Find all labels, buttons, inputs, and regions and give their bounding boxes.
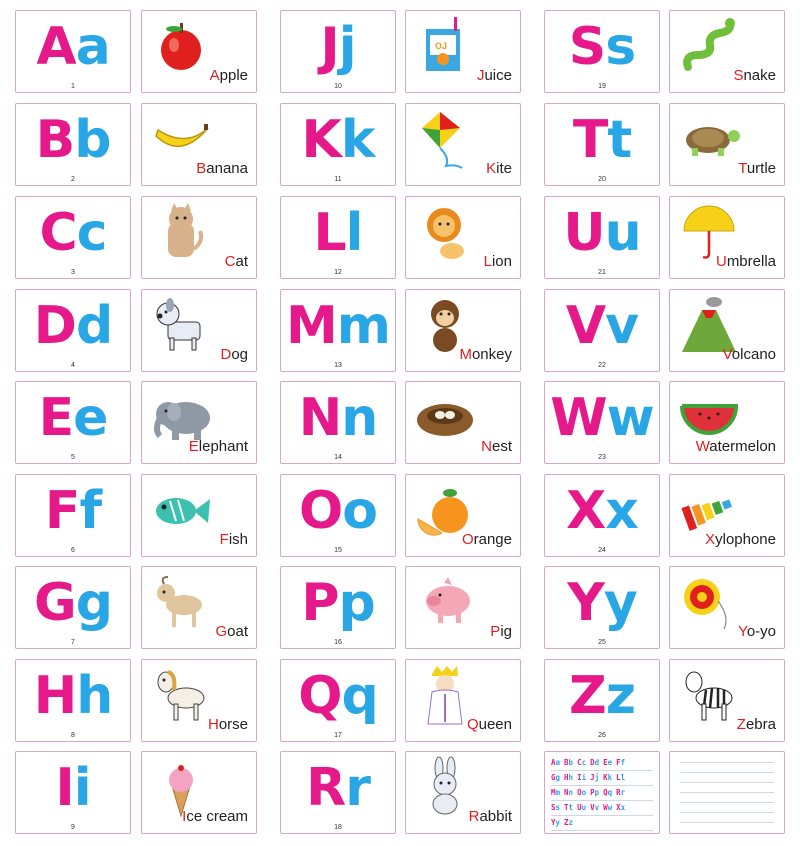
lowercase-letter: a <box>75 17 110 77</box>
picture-card-zebra <box>669 659 785 742</box>
dog-icon <box>146 294 216 356</box>
letter-card-x <box>544 474 660 557</box>
horse-icon <box>146 664 216 726</box>
picture-card-snake <box>669 10 785 93</box>
card-number: 16 <box>334 639 342 646</box>
picture-card-orange <box>405 474 521 557</box>
uppercase-letter: L <box>313 203 346 263</box>
word-rest: ueen <box>478 716 512 733</box>
card-number: 22 <box>598 362 606 369</box>
picture-card-rabbit <box>405 751 521 834</box>
word-rest: uice <box>484 67 512 84</box>
letter-card-i <box>15 751 131 834</box>
chart-lower: i <box>581 773 587 782</box>
letter-card-c <box>15 196 131 279</box>
picture-card-ice-cream <box>141 751 257 834</box>
picture-word <box>723 346 776 363</box>
word-rest: ig <box>500 623 512 640</box>
writing-lines-card <box>669 751 785 834</box>
chart-lower: o <box>581 788 587 797</box>
lowercase-letter: u <box>604 203 641 263</box>
word-first-letter: O <box>461 531 474 548</box>
picture-card-lion <box>405 196 521 279</box>
chart-upper: K <box>603 773 608 782</box>
letter-card-y <box>544 566 660 649</box>
chart-upper: F <box>616 758 621 767</box>
picture-word <box>484 253 512 270</box>
uppercase-letter: W <box>550 388 607 448</box>
fish-icon <box>146 479 216 541</box>
word-rest: nake <box>743 67 776 84</box>
picture-card-yo-yo <box>669 566 785 649</box>
picture-word <box>225 253 248 270</box>
picture-word <box>220 531 248 548</box>
letter-card-t <box>544 103 660 186</box>
lowercase-letter: q <box>341 666 378 726</box>
lowercase-letter: i <box>73 758 91 818</box>
card-number: 14 <box>334 454 342 461</box>
chart-lower: k <box>607 773 613 782</box>
picture-card-banana <box>141 103 257 186</box>
chart-upper: L <box>616 773 621 782</box>
chart-upper: T <box>564 803 569 812</box>
chart-lower: r <box>620 788 626 797</box>
picture-card-juice <box>405 10 521 93</box>
word-rest: abbit <box>479 808 512 825</box>
word-rest: lephant <box>198 438 248 455</box>
picture-card-dog <box>141 289 257 372</box>
word-first-letter: T <box>738 160 747 177</box>
chart-upper: P <box>590 788 595 797</box>
lowercase-letter: m <box>336 296 390 356</box>
card-number: 10 <box>334 83 342 90</box>
uppercase-letter: V <box>565 296 606 356</box>
word-first-letter: V <box>722 346 732 363</box>
lowercase-letter: w <box>606 388 654 448</box>
letter-card-g <box>15 566 131 649</box>
card-number: 3 <box>71 269 75 276</box>
chart-upper: M <box>551 788 556 797</box>
uppercase-letter: Y <box>567 573 604 633</box>
letter-card-k <box>280 103 396 186</box>
chart-upper: I <box>577 773 582 782</box>
picture-card-cat <box>141 196 257 279</box>
picture-word <box>490 623 512 640</box>
word-first-letter: Q <box>466 716 479 733</box>
lowercase-letter: f <box>79 481 102 541</box>
picture-word <box>705 531 776 548</box>
uppercase-letter: A <box>36 17 76 77</box>
lowercase-letter: p <box>338 573 375 633</box>
lowercase-letter: b <box>74 110 111 170</box>
writing-line <box>680 772 774 773</box>
lowercase-letter: c <box>76 203 107 263</box>
word-first-letter: F <box>219 531 229 548</box>
chart-upper: Z <box>564 818 569 827</box>
turtle-icon <box>674 108 744 170</box>
picture-card-umbrella <box>669 196 785 279</box>
picture-word <box>459 346 512 363</box>
lowercase-letter: d <box>75 296 113 356</box>
word-rest: orse <box>218 716 248 733</box>
lowercase-letter: v <box>605 296 639 356</box>
word-first-letter: K <box>486 160 497 177</box>
picture-word <box>182 808 248 825</box>
picture-card-volcano <box>669 289 785 372</box>
word-first-letter: S <box>733 67 744 84</box>
uppercase-letter: H <box>33 666 77 726</box>
uppercase-letter: T <box>572 110 608 170</box>
picture-card-kite <box>405 103 521 186</box>
picture-card-turtle <box>669 103 785 186</box>
lowercase-letter: o <box>342 481 377 541</box>
picture-word <box>738 623 776 640</box>
picture-word <box>462 531 512 548</box>
chart-upper: N <box>564 788 569 797</box>
lowercase-letter: y <box>603 573 637 633</box>
pig-icon <box>410 571 480 633</box>
chart-lower: t <box>568 803 574 812</box>
card-number: 19 <box>598 83 606 90</box>
word-rest: range <box>473 531 512 548</box>
word-rest: ce cream <box>186 808 248 825</box>
picture-card-xylophone <box>669 474 785 557</box>
word-rest: mbrella <box>726 253 776 270</box>
word-first-letter: R <box>468 808 480 825</box>
picture-card-queen <box>405 659 521 742</box>
card-number: 15 <box>334 547 342 554</box>
card-number: 1 <box>71 83 75 90</box>
letter-card-r <box>280 751 396 834</box>
lowercase-letter: z <box>605 666 635 726</box>
word-first-letter: A <box>209 67 220 84</box>
uppercase-letter: C <box>39 203 77 263</box>
letter-card-s <box>544 10 660 93</box>
lowercase-letter: g <box>75 573 112 633</box>
chart-lower: n <box>568 788 574 797</box>
yo-yo-icon <box>674 571 744 633</box>
picture-card-horse <box>141 659 257 742</box>
picture-word <box>477 67 512 84</box>
chart-upper: J <box>590 773 595 782</box>
chart-lower: z <box>568 818 574 827</box>
word-rest: pple <box>219 67 248 84</box>
writing-line <box>680 762 774 763</box>
chart-lower: h <box>568 773 574 782</box>
chart-upper: G <box>551 773 556 782</box>
letter-card-q <box>280 659 396 742</box>
card-number: 26 <box>598 732 606 739</box>
uppercase-letter: I <box>55 758 74 818</box>
card-number: 4 <box>71 362 75 369</box>
uppercase-letter: G <box>34 573 76 633</box>
letter-card-e <box>15 381 131 464</box>
kite-icon <box>410 108 480 170</box>
chart-lower: x <box>620 803 626 812</box>
chart-upper: E <box>603 758 608 767</box>
chart-lower: p <box>594 788 600 797</box>
letter-card-b <box>15 103 131 186</box>
picture-word <box>696 438 776 455</box>
chart-upper: H <box>564 773 569 782</box>
word-first-letter: L <box>483 253 492 270</box>
card-number: 18 <box>334 824 342 831</box>
letter-card-o <box>280 474 396 557</box>
letter-card-u <box>544 196 660 279</box>
uppercase-letter: D <box>33 296 76 356</box>
word-rest: o-yo <box>746 623 776 640</box>
chart-lower: s <box>555 803 561 812</box>
card-number: 5 <box>71 454 75 461</box>
chart-lower: y <box>555 818 561 827</box>
word-first-letter: W <box>695 438 710 455</box>
word-rest: ish <box>228 531 248 548</box>
word-rest: oat <box>227 623 248 640</box>
uppercase-letter: R <box>306 758 346 818</box>
picture-card-fish <box>141 474 257 557</box>
chart-lower: w <box>607 803 613 812</box>
word-rest: anana <box>206 160 248 177</box>
picture-word <box>481 438 512 455</box>
uppercase-letter: Q <box>298 666 342 726</box>
picture-card-pig <box>405 566 521 649</box>
word-first-letter: Y <box>738 623 747 640</box>
picture-word <box>469 808 512 825</box>
card-number: 2 <box>71 176 75 183</box>
card-number: 17 <box>334 732 342 739</box>
card-number: 13 <box>334 362 342 369</box>
lowercase-letter: h <box>76 666 113 726</box>
chart-upper: W <box>603 803 608 812</box>
word-first-letter: H <box>207 716 219 733</box>
card-number: 11 <box>334 176 342 183</box>
chart-upper: C <box>577 758 582 767</box>
letter-card-m <box>280 289 396 372</box>
lowercase-letter: t <box>607 110 632 170</box>
chart-lower: c <box>581 758 587 767</box>
word-first-letter: M <box>459 346 472 363</box>
picture-card-goat <box>141 566 257 649</box>
writing-line <box>680 802 774 803</box>
chart-lower: m <box>555 788 561 797</box>
writing-line <box>680 822 774 823</box>
letter-card-f <box>15 474 131 557</box>
juice-icon <box>410 15 480 77</box>
alphabet-chart-card <box>544 751 660 834</box>
letter-card-d <box>15 289 131 372</box>
uppercase-letter: K <box>301 110 341 170</box>
chart-lower: e <box>607 758 613 767</box>
lowercase-letter: l <box>345 203 363 263</box>
picture-word <box>486 160 512 177</box>
lowercase-letter: e <box>73 388 108 448</box>
uppercase-letter: N <box>298 388 342 448</box>
zebra-icon <box>674 664 744 726</box>
lowercase-letter: j <box>338 17 356 77</box>
uppercase-letter: X <box>566 481 606 541</box>
word-first-letter: U <box>715 253 727 270</box>
chart-upper: V <box>590 803 595 812</box>
apple-icon <box>146 15 216 77</box>
picture-word <box>210 67 248 84</box>
picture-card-elephant <box>141 381 257 464</box>
uppercase-letter: O <box>299 481 343 541</box>
word-rest: urtle <box>746 160 776 177</box>
word-rest: at <box>235 253 248 270</box>
letter-card-h <box>15 659 131 742</box>
chart-row <box>551 756 653 771</box>
word-rest: ebra <box>745 716 776 733</box>
word-first-letter: I <box>182 808 187 825</box>
writing-line <box>680 792 774 793</box>
word-first-letter: D <box>220 346 232 363</box>
uppercase-letter: F <box>44 481 80 541</box>
lowercase-letter: x <box>605 481 638 541</box>
chart-lower: f <box>620 758 626 767</box>
chart-lower: v <box>594 803 600 812</box>
picture-word <box>208 716 248 733</box>
chart-upper: S <box>551 803 556 812</box>
picture-card-apple <box>141 10 257 93</box>
card-number: 24 <box>598 547 606 554</box>
chart-upper: B <box>564 758 569 767</box>
word-first-letter: X <box>705 531 716 548</box>
lowercase-letter: k <box>340 110 375 170</box>
word-first-letter: B <box>196 160 207 177</box>
picture-word <box>467 716 512 733</box>
word-first-letter: Z <box>736 716 746 733</box>
chart-row <box>551 786 653 801</box>
writing-line <box>680 782 774 783</box>
picture-word <box>738 160 776 177</box>
chart-lower: q <box>607 788 613 797</box>
chart-upper: A <box>551 758 556 767</box>
word-first-letter: P <box>490 623 501 640</box>
chart-upper: O <box>577 788 582 797</box>
chart-lower: j <box>594 773 600 782</box>
letter-card-v <box>544 289 660 372</box>
uppercase-letter: E <box>38 388 74 448</box>
chart-upper: R <box>616 788 621 797</box>
picture-word <box>220 346 248 363</box>
lowercase-letter: r <box>345 758 370 818</box>
lowercase-letter: n <box>341 388 378 448</box>
juice-label: OJ <box>435 41 448 51</box>
picture-card-nest <box>405 381 521 464</box>
word-first-letter: C <box>224 253 236 270</box>
word-first-letter: G <box>215 623 228 640</box>
cat-icon <box>146 201 216 263</box>
nest-icon <box>410 386 480 448</box>
card-number: 6 <box>71 547 75 554</box>
uppercase-letter: P <box>301 573 339 633</box>
chart-lower: b <box>568 758 574 767</box>
word-first-letter: J <box>476 67 485 84</box>
chart-upper: U <box>577 803 582 812</box>
card-number: 9 <box>71 824 75 831</box>
writing-line <box>680 812 774 813</box>
picture-word <box>733 67 776 84</box>
uppercase-letter: U <box>563 203 605 263</box>
chart-upper: Q <box>603 788 608 797</box>
picture-word <box>737 716 776 733</box>
word-rest: ion <box>491 253 512 270</box>
word-rest: ite <box>496 160 512 177</box>
uppercase-letter: B <box>35 110 75 170</box>
word-rest: onkey <box>471 346 512 363</box>
uppercase-letter: S <box>568 17 606 77</box>
card-number: 8 <box>71 732 75 739</box>
word-rest: est <box>491 438 512 455</box>
chart-lower: a <box>555 758 561 767</box>
word-first-letter: N <box>481 438 492 455</box>
chart-lower: d <box>594 758 600 767</box>
uppercase-letter: Z <box>569 666 606 726</box>
letter-card-p <box>280 566 396 649</box>
word-rest: olcano <box>731 346 776 363</box>
chart-row <box>551 816 653 831</box>
letter-card-n <box>280 381 396 464</box>
card-number: 7 <box>71 639 75 646</box>
chart-row <box>551 801 653 816</box>
picture-card-watermelon <box>669 381 785 464</box>
lowercase-letter: s <box>605 17 636 77</box>
uppercase-letter: M <box>286 296 337 356</box>
picture-word <box>215 623 248 640</box>
card-number: 21 <box>598 269 606 276</box>
letter-card-a <box>15 10 131 93</box>
picture-word <box>189 438 248 455</box>
chart-lower: g <box>555 773 561 782</box>
card-number: 20 <box>598 176 606 183</box>
letter-card-w <box>544 381 660 464</box>
chart-upper: Y <box>551 818 556 827</box>
card-number: 25 <box>598 639 606 646</box>
letter-card-z <box>544 659 660 742</box>
word-rest: og <box>231 346 248 363</box>
word-rest: atermelon <box>709 438 776 455</box>
picture-word <box>196 160 248 177</box>
uppercase-letter: J <box>320 17 339 77</box>
card-number: 23 <box>598 454 606 461</box>
letter-card-l <box>280 196 396 279</box>
chart-lower: l <box>620 773 626 782</box>
card-number: 12 <box>334 269 342 276</box>
goat-icon <box>146 571 216 633</box>
picture-card-monkey <box>405 289 521 372</box>
picture-word <box>716 253 776 270</box>
chart-lower: u <box>581 803 587 812</box>
letter-card-j <box>280 10 396 93</box>
word-rest: ylophone <box>715 531 776 548</box>
lion-icon <box>410 201 480 263</box>
chart-upper: D <box>590 758 595 767</box>
word-first-letter: E <box>188 438 199 455</box>
chart-upper: X <box>616 803 621 812</box>
chart-row <box>551 771 653 786</box>
